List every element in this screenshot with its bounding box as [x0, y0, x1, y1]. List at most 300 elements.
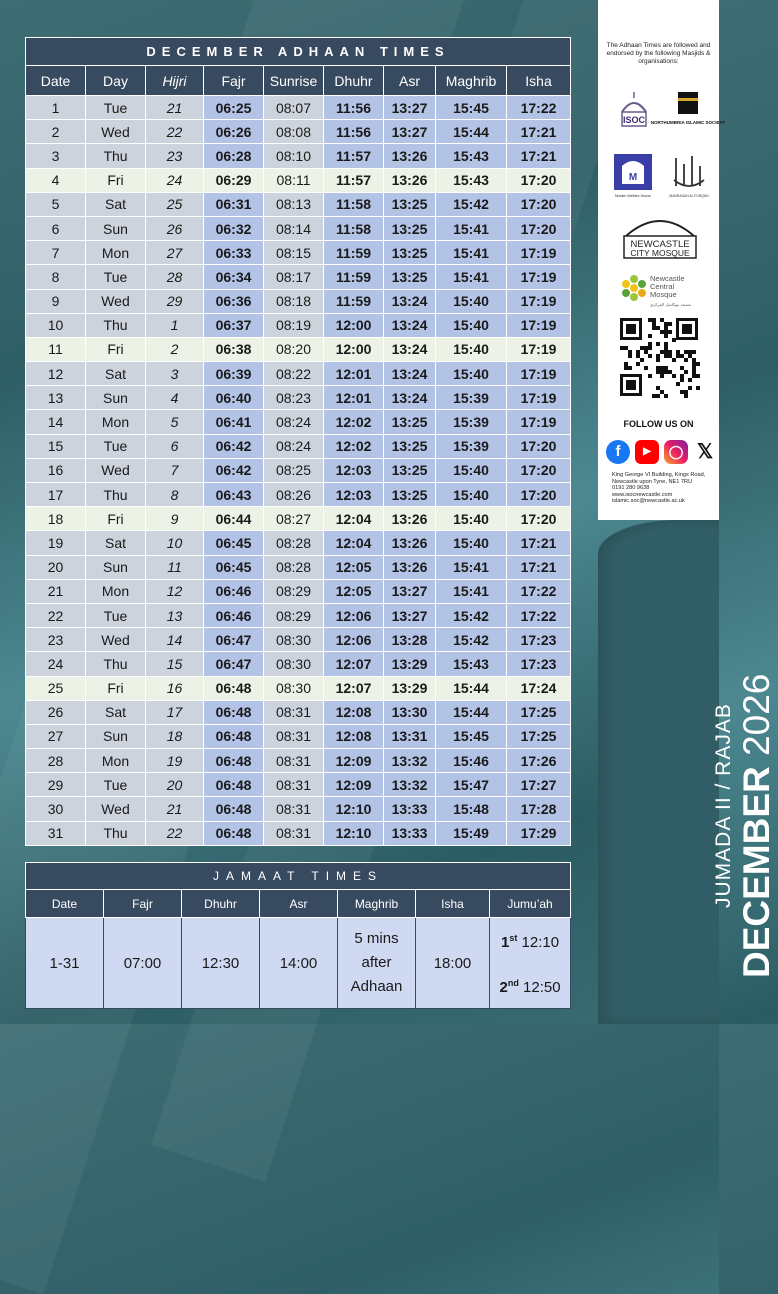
cell-dhuhr: 12:05	[324, 555, 384, 579]
svg-text:مسجد نيوكاسل المركزي: مسجد نيوكاسل المركزي	[650, 302, 691, 307]
cell-isha: 17:25	[507, 700, 571, 724]
cell-asr: 13:25	[384, 483, 436, 507]
cell-date: 2	[26, 120, 86, 144]
northumbria-logo[interactable]	[650, 88, 726, 136]
cell-isha: 17:20	[507, 507, 571, 531]
cell-fajr: 06:37	[204, 313, 264, 337]
isoc-logo[interactable]	[612, 90, 656, 134]
cell-fajr: 06:33	[204, 241, 264, 265]
cell-fajr: 06:28	[204, 144, 264, 168]
cell-day: Tue	[86, 96, 146, 120]
cell-day: Sun	[86, 386, 146, 410]
header-dhuhr: Dhuhr	[324, 66, 384, 96]
cell-day: Mon	[86, 749, 146, 773]
address-line: Newcastle upon Tyne, NE1 7RU	[612, 478, 693, 485]
sidebar-panel	[598, 0, 726, 520]
cell-date: 10	[26, 313, 86, 337]
cell-day: Thu	[86, 144, 146, 168]
cell-isha: 17:29	[507, 821, 571, 845]
cell-dhuhr: 11:58	[324, 192, 384, 216]
table-row	[26, 483, 571, 507]
cell-fajr: 06:42	[204, 458, 264, 482]
cell-hijri: 21	[146, 96, 204, 120]
cell-asr: 13:26	[384, 555, 436, 579]
cell-asr: 13:26	[384, 531, 436, 555]
table-row	[26, 241, 571, 265]
cell-fajr: 06:47	[204, 652, 264, 676]
cell-fajr: 06:42	[204, 434, 264, 458]
cell-asr: 13:30	[384, 700, 436, 724]
cell-dhuhr: 12:00	[324, 337, 384, 361]
cell-isha: 17:24	[507, 676, 571, 700]
cell-sunrise: 08:17	[264, 265, 324, 289]
table-row	[26, 386, 571, 410]
cell-asr: 13:24	[384, 337, 436, 361]
cell-fajr: 06:38	[204, 337, 264, 361]
cell-day: Thu	[86, 483, 146, 507]
cell-sunrise: 08:18	[264, 289, 324, 313]
cell-sunrise: 08:24	[264, 434, 324, 458]
cell-sunrise: 08:10	[264, 144, 324, 168]
cell-day: Thu	[86, 652, 146, 676]
cell-fajr: 06:32	[204, 216, 264, 240]
cell-hijri: 5	[146, 410, 204, 434]
cell-maghrib: 15:40	[436, 507, 507, 531]
cell-hijri: 27	[146, 241, 204, 265]
facebook-icon[interactable]: f	[606, 440, 630, 464]
cell-date: 20	[26, 555, 86, 579]
cell-day: Sat	[86, 531, 146, 555]
table-row	[26, 603, 571, 627]
cell-maghrib: 15:40	[436, 313, 507, 337]
month-vertical-text	[712, 674, 778, 978]
cell-asr: 13:24	[384, 362, 436, 386]
follow-us-label: FOLLOW US ON	[623, 419, 694, 429]
cell-maghrib: 15:43	[436, 652, 507, 676]
cell-asr: 13:26	[384, 168, 436, 192]
cell-sunrise: 08:24	[264, 410, 324, 434]
cell-sunrise: 08:31	[264, 724, 324, 748]
cell-isha: 17:19	[507, 337, 571, 361]
cell-dhuhr: 12:07	[324, 676, 384, 700]
contact-address	[612, 472, 717, 505]
youtube-icon[interactable]: ▶	[635, 440, 659, 464]
cell-date: 16	[26, 458, 86, 482]
cell-hijri: 4	[146, 386, 204, 410]
cell-date: 13	[26, 386, 86, 410]
month-year: DECEMBER 2026	[736, 673, 777, 978]
cell-isha: 17:20	[507, 192, 571, 216]
address-line: King George VI Building, Kings Road,	[612, 472, 706, 478]
cell-date: 23	[26, 628, 86, 652]
cell-sunrise: 08:22	[264, 362, 324, 386]
adhaan-title: DECEMBER ADHAAN TIMES	[26, 38, 571, 66]
cell-isha: 17:20	[507, 458, 571, 482]
cell-sunrise: 08:23	[264, 386, 324, 410]
cell-date: 17	[26, 483, 86, 507]
jamaat-header-date: Date	[26, 890, 104, 918]
table-row	[26, 313, 571, 337]
phone-number: 0191 280 9638	[612, 485, 650, 492]
jamaat-header-row	[26, 890, 571, 918]
jumuah-first: 1st 12:10	[500, 933, 560, 951]
cell-fajr: 06:48	[204, 700, 264, 724]
cell-sunrise: 08:31	[264, 749, 324, 773]
cell-day: Tue	[86, 434, 146, 458]
cell-date: 29	[26, 773, 86, 797]
jamaat-maghrib	[338, 918, 416, 1009]
cell-maghrib: 15:48	[436, 797, 507, 821]
cell-asr: 13:27	[384, 96, 436, 120]
cell-isha: 17:20	[507, 168, 571, 192]
cell-day: Mon	[86, 241, 146, 265]
svg-text:ISOC: ISOC	[622, 115, 646, 125]
cell-asr: 13:27	[384, 579, 436, 603]
cell-isha: 17:21	[507, 531, 571, 555]
table-row	[26, 458, 571, 482]
cell-day: Sat	[86, 362, 146, 386]
cell-sunrise: 08:27	[264, 507, 324, 531]
cell-sunrise: 08:30	[264, 628, 324, 652]
month-banner	[598, 520, 719, 1024]
endorsement-text: The Adhaan Times are followed and endorsed by the following Masjids & organisations:	[606, 42, 711, 65]
cell-hijri: 23	[146, 144, 204, 168]
header-sunrise: Sunrise	[264, 66, 324, 96]
cell-hijri: 7	[146, 458, 204, 482]
cell-sunrise: 08:07	[264, 96, 324, 120]
cell-fajr: 06:43	[204, 483, 264, 507]
cell-dhuhr: 12:08	[324, 700, 384, 724]
cell-day: Thu	[86, 821, 146, 845]
cell-isha: 17:26	[507, 749, 571, 773]
svg-text:Mosque: Mosque	[650, 290, 677, 299]
svg-text:M: M	[628, 172, 638, 183]
madrasah-logo[interactable]	[666, 150, 712, 200]
cell-date: 4	[26, 168, 86, 192]
table-row	[26, 555, 571, 579]
cell-hijri: 1	[146, 313, 204, 337]
cell-date: 8	[26, 265, 86, 289]
cell-maghrib: 15:40	[436, 289, 507, 313]
cell-hijri: 14	[146, 628, 204, 652]
table-row	[26, 749, 571, 773]
cell-isha: 17:23	[507, 628, 571, 652]
cell-asr: 13:27	[384, 120, 436, 144]
newcastle-city-mosque-logo[interactable]	[620, 210, 700, 260]
cell-fajr: 06:41	[204, 410, 264, 434]
cell-dhuhr: 11:56	[324, 120, 384, 144]
cell-asr: 13:27	[384, 603, 436, 627]
cell-hijri: 17	[146, 700, 204, 724]
cell-sunrise: 08:26	[264, 483, 324, 507]
cell-dhuhr: 11:59	[324, 241, 384, 265]
cell-fajr: 06:26	[204, 120, 264, 144]
header-date: Date	[26, 66, 86, 96]
adhaan-times-table	[25, 37, 571, 846]
cell-maghrib: 15:42	[436, 628, 507, 652]
cell-sunrise: 08:13	[264, 192, 324, 216]
header-hijri: Hijri	[146, 66, 204, 96]
cell-day: Fri	[86, 676, 146, 700]
jamaat-header-maghrib: Maghrib	[338, 890, 416, 918]
table-row	[26, 362, 571, 386]
cell-fajr: 06:29	[204, 168, 264, 192]
cell-isha: 17:21	[507, 144, 571, 168]
cell-dhuhr: 11:59	[324, 289, 384, 313]
cell-day: Sat	[86, 700, 146, 724]
cell-fajr: 06:48	[204, 821, 264, 845]
cell-dhuhr: 12:09	[324, 749, 384, 773]
cell-sunrise: 08:25	[264, 458, 324, 482]
header-maghrib: Maghrib	[436, 66, 507, 96]
cell-sunrise: 08:19	[264, 313, 324, 337]
cell-sunrise: 08:28	[264, 555, 324, 579]
table-row	[26, 434, 571, 458]
cell-dhuhr: 12:01	[324, 386, 384, 410]
table-row	[26, 120, 571, 144]
cell-date: 7	[26, 241, 86, 265]
cell-date: 11	[26, 337, 86, 361]
cell-fajr: 06:45	[204, 555, 264, 579]
cell-isha: 17:21	[507, 555, 571, 579]
cell-dhuhr: 12:08	[324, 724, 384, 748]
cell-hijri: 10	[146, 531, 204, 555]
cell-asr: 13:25	[384, 192, 436, 216]
cell-sunrise: 08:20	[264, 337, 324, 361]
cell-maghrib: 15:42	[436, 603, 507, 627]
cell-day: Sat	[86, 192, 146, 216]
cell-date: 21	[26, 579, 86, 603]
cell-dhuhr: 12:02	[324, 434, 384, 458]
cell-hijri: 22	[146, 821, 204, 845]
jamaat-header-jumuah: Jumu’ah	[490, 890, 571, 918]
cell-asr: 13:32	[384, 749, 436, 773]
cell-hijri: 18	[146, 724, 204, 748]
cell-hijri: 2	[146, 337, 204, 361]
cell-sunrise: 08:14	[264, 216, 324, 240]
cell-sunrise: 08:30	[264, 652, 324, 676]
cell-hijri: 28	[146, 265, 204, 289]
cell-day: Sun	[86, 724, 146, 748]
cell-dhuhr: 12:03	[324, 458, 384, 482]
table-row	[26, 579, 571, 603]
cell-day: Fri	[86, 168, 146, 192]
cell-fajr: 06:48	[204, 773, 264, 797]
instagram-icon[interactable]: ◯	[664, 440, 688, 464]
cell-maghrib: 15:44	[436, 676, 507, 700]
cell-date: 5	[26, 192, 86, 216]
table-row	[26, 168, 571, 192]
cell-maghrib: 15:44	[436, 120, 507, 144]
table-row	[26, 652, 571, 676]
header-fajr: Fajr	[204, 66, 264, 96]
newcastle-central-mosque-logo[interactable]	[618, 270, 704, 310]
cell-fajr: 06:40	[204, 386, 264, 410]
cell-maghrib: 15:39	[436, 386, 507, 410]
jamaat-dhuhr: 12:30	[182, 918, 260, 1009]
cell-asr: 13:25	[384, 458, 436, 482]
cell-hijri: 26	[146, 216, 204, 240]
cell-maghrib: 15:46	[436, 749, 507, 773]
cell-maghrib: 15:42	[436, 192, 507, 216]
cell-asr: 13:26	[384, 144, 436, 168]
cell-sunrise: 08:28	[264, 531, 324, 555]
table-row	[26, 265, 571, 289]
cell-maghrib: 15:47	[436, 773, 507, 797]
cell-maghrib: 15:39	[436, 410, 507, 434]
qr-code[interactable]	[618, 316, 700, 398]
cell-sunrise: 08:11	[264, 168, 324, 192]
cell-dhuhr: 11:56	[324, 96, 384, 120]
adhaan-header-row	[26, 66, 571, 96]
cell-hijri: 24	[146, 168, 204, 192]
cell-hijri: 29	[146, 289, 204, 313]
table-row	[26, 700, 571, 724]
cell-date: 18	[26, 507, 86, 531]
cell-date: 22	[26, 603, 86, 627]
cell-day: Tue	[86, 603, 146, 627]
cell-dhuhr: 12:04	[324, 507, 384, 531]
cell-fajr: 06:36	[204, 289, 264, 313]
cell-day: Wed	[86, 458, 146, 482]
cell-fajr: 06:48	[204, 724, 264, 748]
cell-maghrib: 15:41	[436, 555, 507, 579]
cell-date: 27	[26, 724, 86, 748]
cell-sunrise: 08:29	[264, 603, 324, 627]
cell-asr: 13:26	[384, 507, 436, 531]
cell-dhuhr: 11:57	[324, 144, 384, 168]
cell-hijri: 9	[146, 507, 204, 531]
cell-day: Wed	[86, 797, 146, 821]
jamaat-isha: 18:00	[416, 918, 490, 1009]
cell-maghrib: 15:41	[436, 241, 507, 265]
cell-hijri: 20	[146, 773, 204, 797]
cell-maghrib: 15:43	[436, 144, 507, 168]
cell-hijri: 8	[146, 483, 204, 507]
cell-isha: 17:19	[507, 410, 571, 434]
cell-isha: 17:20	[507, 434, 571, 458]
cell-maghrib: 15:45	[436, 96, 507, 120]
cell-hijri: 21	[146, 797, 204, 821]
cell-dhuhr: 12:10	[324, 797, 384, 821]
jamaat-row	[26, 918, 571, 1009]
cell-fajr: 06:48	[204, 676, 264, 700]
cell-isha: 17:28	[507, 797, 571, 821]
jamaat-header-asr: Asr	[260, 890, 338, 918]
cell-asr: 13:25	[384, 265, 436, 289]
cell-dhuhr: 12:06	[324, 628, 384, 652]
cell-date: 6	[26, 216, 86, 240]
table-row	[26, 628, 571, 652]
table-row	[26, 724, 571, 748]
cell-date: 31	[26, 821, 86, 845]
x-icon[interactable]: 𝕏	[696, 441, 714, 463]
jamaat-header-dhuhr: Dhuhr	[182, 890, 260, 918]
cell-isha: 17:19	[507, 289, 571, 313]
table-row	[26, 289, 571, 313]
jamaat-jumuah	[490, 918, 571, 1009]
cell-isha: 17:22	[507, 96, 571, 120]
cell-sunrise: 08:31	[264, 773, 324, 797]
cell-fajr: 06:25	[204, 96, 264, 120]
cell-fajr: 06:39	[204, 362, 264, 386]
cell-dhuhr: 12:10	[324, 821, 384, 845]
table-row	[26, 337, 571, 361]
cell-date: 14	[26, 410, 86, 434]
adhaan-body	[26, 96, 571, 846]
cell-isha: 17:19	[507, 241, 571, 265]
cell-day: Tue	[86, 265, 146, 289]
header-day: Day	[86, 66, 146, 96]
cell-maghrib: 15:44	[436, 700, 507, 724]
cell-maghrib: 15:40	[436, 337, 507, 361]
cell-sunrise: 08:29	[264, 579, 324, 603]
jamaat-times-table	[25, 862, 571, 1009]
cell-maghrib: 15:45	[436, 724, 507, 748]
website-link[interactable]: www.isocnewcastle.com	[612, 491, 673, 498]
cell-isha: 17:25	[507, 724, 571, 748]
cell-fajr: 06:48	[204, 749, 264, 773]
table-row	[26, 531, 571, 555]
cell-dhuhr: 12:04	[324, 531, 384, 555]
cell-asr: 13:32	[384, 773, 436, 797]
cell-fajr: 06:45	[204, 531, 264, 555]
svg-text:Central: Central	[650, 282, 675, 291]
cell-day: Sun	[86, 216, 146, 240]
cell-dhuhr: 12:03	[324, 483, 384, 507]
cell-maghrib: 15:41	[436, 265, 507, 289]
jumuah-second: 2nd 12:50	[499, 978, 561, 996]
cell-hijri: 3	[146, 362, 204, 386]
cell-day: Fri	[86, 337, 146, 361]
cell-date: 19	[26, 531, 86, 555]
table-row	[26, 676, 571, 700]
maghrib-line: Adhaan	[350, 978, 403, 995]
cell-asr: 13:24	[384, 386, 436, 410]
table-row	[26, 144, 571, 168]
table-row	[26, 821, 571, 845]
svg-text:Newcastle: Newcastle	[650, 274, 685, 283]
cell-day: Wed	[86, 289, 146, 313]
cell-asr: 13:24	[384, 289, 436, 313]
jamaat-header-isha: Isha	[416, 890, 490, 918]
cell-day: Tue	[86, 773, 146, 797]
cell-date: 28	[26, 749, 86, 773]
cell-maghrib: 15:39	[436, 434, 507, 458]
cell-fajr: 06:31	[204, 192, 264, 216]
cell-date: 3	[26, 144, 86, 168]
cell-hijri: 12	[146, 579, 204, 603]
cell-day: Sun	[86, 555, 146, 579]
cell-isha: 17:22	[507, 579, 571, 603]
jamaat-asr: 14:00	[260, 918, 338, 1009]
cell-dhuhr: 12:01	[324, 362, 384, 386]
cell-asr: 13:25	[384, 216, 436, 240]
cell-date: 15	[26, 434, 86, 458]
cell-isha: 17:19	[507, 362, 571, 386]
cell-maghrib: 15:40	[436, 531, 507, 555]
cell-hijri: 11	[146, 555, 204, 579]
cell-date: 24	[26, 652, 86, 676]
email-link[interactable]: islamic.soc@newcastle.ac.uk	[612, 498, 685, 505]
cell-day: Wed	[86, 120, 146, 144]
cell-isha: 17:27	[507, 773, 571, 797]
muslim-welfare-house-logo[interactable]	[610, 150, 656, 200]
cell-date: 9	[26, 289, 86, 313]
cell-maghrib: 15:40	[436, 483, 507, 507]
jamaat-date: 1-31	[26, 918, 104, 1009]
svg-text:NORTHUMBRIA ISLAMIC SOCIETY: NORTHUMBRIA ISLAMIC SOCIETY	[650, 120, 726, 125]
